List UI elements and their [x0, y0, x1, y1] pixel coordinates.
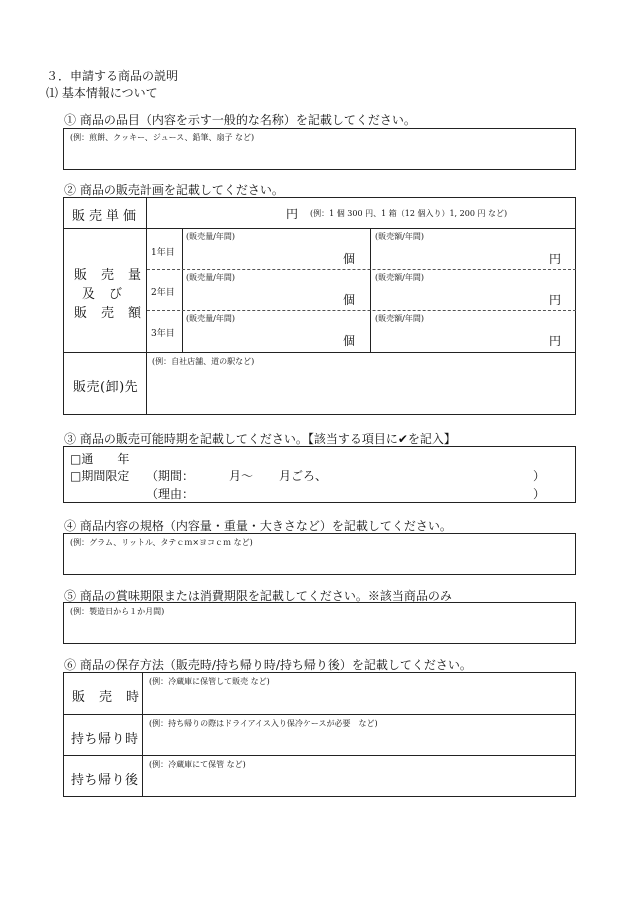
- q1-example: (例：煎餅、クッキー、ジュース、鉛筆、扇子 など): [70, 133, 255, 142]
- q3-reason-label: （理由：: [146, 487, 195, 501]
- volume-label-line-1: 販 売 量: [74, 268, 142, 283]
- q3-option-limited[interactable]: □期間限定: [70, 469, 130, 483]
- q6-row-sale-example: (例：冷蔵庫に保管して販売 など): [149, 677, 270, 686]
- q2-row-line-1: [63, 228, 576, 229]
- volume-label-line-3: 販 売 額: [74, 306, 142, 321]
- q4-example: (例：グラム、リットル、タテｃｍ×ヨコｃｍ など): [70, 538, 253, 547]
- q1-title: ① 商品の品目（内容を示す一般的な名称）を記載してください。: [64, 113, 416, 127]
- q2-row-line-2: [63, 352, 576, 353]
- q6-row-takehome-input[interactable]: [144, 730, 574, 754]
- q6-row-after-label: 持ち帰り後: [71, 773, 139, 788]
- year-3-label: 3年目: [151, 329, 175, 339]
- outlet-input[interactable]: [148, 368, 574, 413]
- section-heading: ３．申請する商品の説明: [46, 69, 179, 83]
- q6-row-takehome-label: 持ち帰り時: [71, 732, 139, 747]
- unit-price-input[interactable]: [148, 199, 284, 226]
- volume-label-line-2: 及 び: [82, 287, 123, 302]
- q2-year-sep-1: [147, 269, 576, 270]
- q6-row-line-1: [63, 714, 576, 715]
- outlet-label: 販売(卸)先: [73, 380, 139, 395]
- unit-price-example: (例：1 個 300 円、1 箱（12 個入り）1, 200 円 など): [310, 209, 508, 218]
- q4-input-box[interactable]: [63, 533, 576, 575]
- outlet-example: (例：自社店舗、道の駅など): [152, 357, 255, 366]
- q2-qty-amt-divider: [370, 228, 371, 352]
- q3-month-to: 月ごろ、: [279, 469, 328, 483]
- q2-label-divider: [146, 197, 147, 415]
- q3-month-from: 月〜: [229, 469, 254, 483]
- q2-year-divider: [182, 228, 183, 352]
- year-1-qty-unit: 個: [343, 252, 356, 266]
- q6-row-after-input[interactable]: [144, 771, 574, 796]
- q3-option-year-round[interactable]: □通 年: [70, 452, 130, 466]
- q6-row-sale-label: 販 売 時: [72, 690, 140, 705]
- q6-title: ⑥ 商品の保存方法（販売時/持ち帰り時/持ち帰り後）を記載してください。: [64, 658, 472, 672]
- q3-period-label: （期間：: [146, 469, 195, 483]
- q3-period-close: ）: [533, 469, 546, 483]
- year-1-amt-caption: (販売額/年間): [375, 232, 424, 241]
- q6-row-sale-input[interactable]: [144, 688, 574, 713]
- section-subheading: ⑴ 基本情報について: [46, 86, 158, 100]
- year-3-qty-unit: 個: [343, 334, 356, 348]
- q1-input-box[interactable]: [63, 128, 576, 170]
- year-2-amt-unit: 円: [549, 293, 562, 307]
- q6-label-divider: [142, 672, 143, 797]
- year-1-amt-unit: 円: [549, 252, 562, 266]
- year-2-qty-unit: 個: [343, 293, 356, 307]
- q5-title: ⑤ 商品の賞味期限または消費期限を記載してください。※該当商品のみ: [64, 589, 452, 603]
- q3-title: ③ 商品の販売可能時期を記載してください。【該当する項目に✔を記入】: [64, 432, 456, 446]
- q4-title: ④ 商品内容の規格（内容量・重量・大きさなど）を記載してください。: [64, 519, 452, 533]
- q6-row-line-2: [63, 755, 576, 756]
- year-3-amt-unit: 円: [549, 334, 562, 348]
- year-1-qty-caption: (販売量/年間): [186, 232, 235, 241]
- q2-title: ② 商品の販売計画を記載してください。: [64, 183, 284, 197]
- q6-row-takehome-example: (例：持ち帰りの際はドライアイス入り保冷ケースが必要 など): [149, 719, 378, 728]
- q5-input-box[interactable]: [63, 602, 576, 644]
- year-3-qty-caption: (販売量/年間): [186, 314, 235, 323]
- year-2-amt-caption: (販売額/年間): [375, 273, 424, 282]
- q6-row-after-example: (例：冷蔵庫にて保管 など): [149, 760, 246, 769]
- year-2-label: 2年目: [151, 288, 175, 298]
- year-2-qty-caption: (販売量/年間): [186, 273, 235, 282]
- year-3-amt-caption: (販売額/年間): [375, 314, 424, 323]
- q2-year-sep-2: [147, 310, 576, 311]
- q3-reason-close: ）: [533, 487, 546, 501]
- unit-price-yen: 円: [286, 207, 299, 221]
- unit-price-label: 販売単価: [72, 209, 141, 224]
- q5-example: (例：製造日から１か月間): [70, 607, 165, 616]
- year-1-label: 1年目: [151, 248, 175, 258]
